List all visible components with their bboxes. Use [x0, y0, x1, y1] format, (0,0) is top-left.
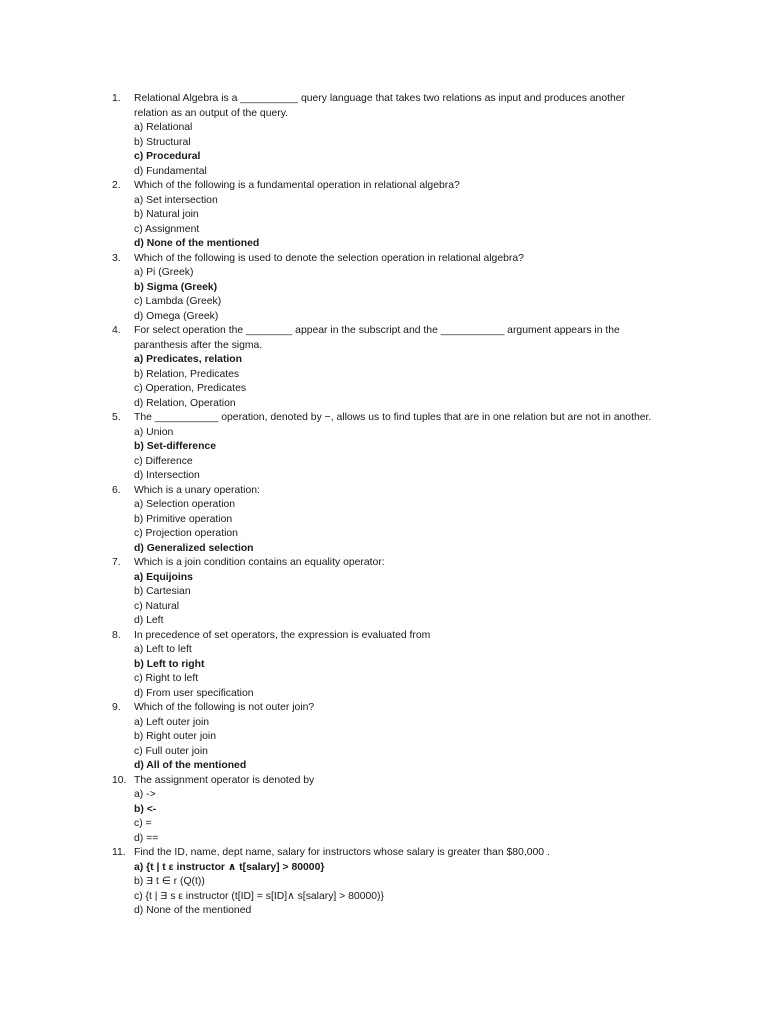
answer-option: c) Right to left [134, 673, 199, 684]
answer-option: c) Full outer join [134, 745, 208, 757]
question-item [112, 774, 652, 847]
answer-option: b) Cartesian [134, 586, 191, 597]
answer-option: a) Set intersection [134, 194, 218, 206]
question-number: 8. [112, 629, 121, 641]
question-text-line: Which of the following is a fundamental operation in relational algebra? [134, 180, 460, 191]
answer-option: d) None of the mentioned [134, 905, 252, 916]
question-item [112, 629, 652, 702]
answer-option-correct: b) Set-difference [134, 441, 216, 452]
question-text [134, 92, 652, 121]
question-text [134, 701, 652, 716]
question-text [134, 629, 652, 644]
answer-option: c) Assignment [134, 223, 200, 235]
answer-option: a) Union [134, 426, 174, 438]
question-text-line: Which of the following is not outer join? [134, 702, 315, 713]
question-text-line: The ___________ operation, denoted by −, allows us to find tuples that are in one relation but are not in another. [134, 412, 652, 423]
question-text [134, 252, 652, 267]
answer-option-correct: b) Sigma (Greek) [134, 281, 218, 293]
answer-option: d) Intersection [134, 470, 200, 481]
question-item [112, 484, 652, 557]
question-number: 6. [112, 484, 121, 496]
answer-option: d) Fundamental [134, 165, 207, 177]
question-number: 10. [112, 774, 127, 786]
question-text [134, 179, 652, 194]
answer-option: c) Difference [134, 455, 193, 467]
question-item [112, 411, 652, 484]
answer-option: b) Primitive operation [134, 513, 233, 525]
answer-option: b) Natural join [134, 209, 199, 220]
question-item [112, 92, 652, 179]
answer-option-correct: b) <- [134, 803, 157, 815]
answer-option: b) Right outer join [134, 731, 217, 742]
quiz-document [112, 92, 652, 919]
question-text [134, 484, 652, 499]
answer-option-correct: c) Procedural [134, 151, 201, 162]
question-item [112, 252, 652, 325]
question-text [134, 556, 652, 571]
question-item [112, 701, 652, 774]
answer-option-correct: a) Equijoins [134, 571, 193, 583]
answer-option: c) Projection operation [134, 528, 238, 539]
question-item [112, 324, 652, 411]
question-text-line: The assignment operator is denoted by [134, 774, 315, 786]
answer-option: c) {t | Ǝ s ε instructor (t[ID] = s[ID]∧ s[salary] > 80000)} [134, 890, 384, 902]
question-number: 4. [112, 325, 121, 336]
answer-option: a) Left outer join [134, 716, 210, 728]
answer-option: a) Pi (Greek) [134, 267, 194, 278]
answer-option: c) Operation, Predicates [134, 383, 247, 394]
answer-option: d) From user specification [134, 687, 254, 699]
answer-option: d) Left [134, 615, 164, 626]
answer-option-correct: d) None of the mentioned [134, 238, 260, 249]
answer-option: d) == [134, 832, 159, 844]
question-item [112, 556, 652, 629]
question-number: 9. [112, 702, 121, 713]
question-number: 5. [112, 412, 121, 423]
question-text-line: Find the ID, name, dept name, salary for instructors whose salary is greater than $80,000 . [134, 847, 550, 858]
answer-option: a) Relational [134, 122, 193, 133]
question-number: 7. [112, 557, 121, 568]
answer-option-correct: a) {t | t ε instructor ∧ t[salary] > 80000} [134, 861, 325, 873]
question-text-line: In precedence of set operators, the expression is evaluated from [134, 629, 431, 641]
question-number: 2. [112, 180, 121, 191]
question-text [134, 411, 652, 426]
question-text-line: For select operation the ________ appear in the subscript and the ___________ argument appears in the [134, 325, 620, 336]
answer-option: a) Left to left [134, 644, 192, 655]
answer-option: c) Lambda (Greek) [134, 296, 222, 307]
answer-option-correct: b) Left to right [134, 658, 205, 670]
question-number: 11. [112, 847, 126, 858]
answer-option-correct: a) Predicates, relation [134, 354, 242, 365]
question-text-line: Which is a unary operation: [134, 484, 260, 496]
question-text-line: Which is a join condition contains an equality operator: [134, 557, 385, 568]
answer-option: b) Relation, Predicates [134, 368, 240, 380]
answer-option: a) Selection operation [134, 499, 236, 510]
question-text-line: relation as an output of the query. [134, 107, 289, 119]
question-text-line: Which of the following is used to denote the selection operation in relational algebra? [134, 252, 524, 264]
answer-option: b) Ǝ t ∈ r (Q(t)) [134, 876, 205, 887]
question-text-line: paranthesis after the sigma. [134, 339, 263, 351]
answer-option-correct: d) All of the mentioned [134, 760, 247, 771]
answer-option: b) Structural [134, 136, 191, 148]
question-text [134, 324, 652, 353]
answer-option: a) -> [134, 789, 156, 800]
question-text [134, 774, 652, 789]
answer-option: d) Relation, Operation [134, 397, 236, 409]
question-item [112, 179, 652, 252]
question-number: 3. [112, 252, 121, 264]
question-text-line: Relational Algebra is a __________ query language that takes two relations as input and produces another [134, 93, 626, 104]
question-item [112, 846, 652, 919]
answer-option: d) Omega (Greek) [134, 310, 219, 322]
question-text [134, 846, 652, 861]
answer-option: c) Natural [134, 600, 180, 612]
answer-option-correct: d) Generalized selection [134, 542, 254, 554]
question-number: 1. [112, 93, 121, 104]
answer-option: c) = [134, 818, 152, 829]
